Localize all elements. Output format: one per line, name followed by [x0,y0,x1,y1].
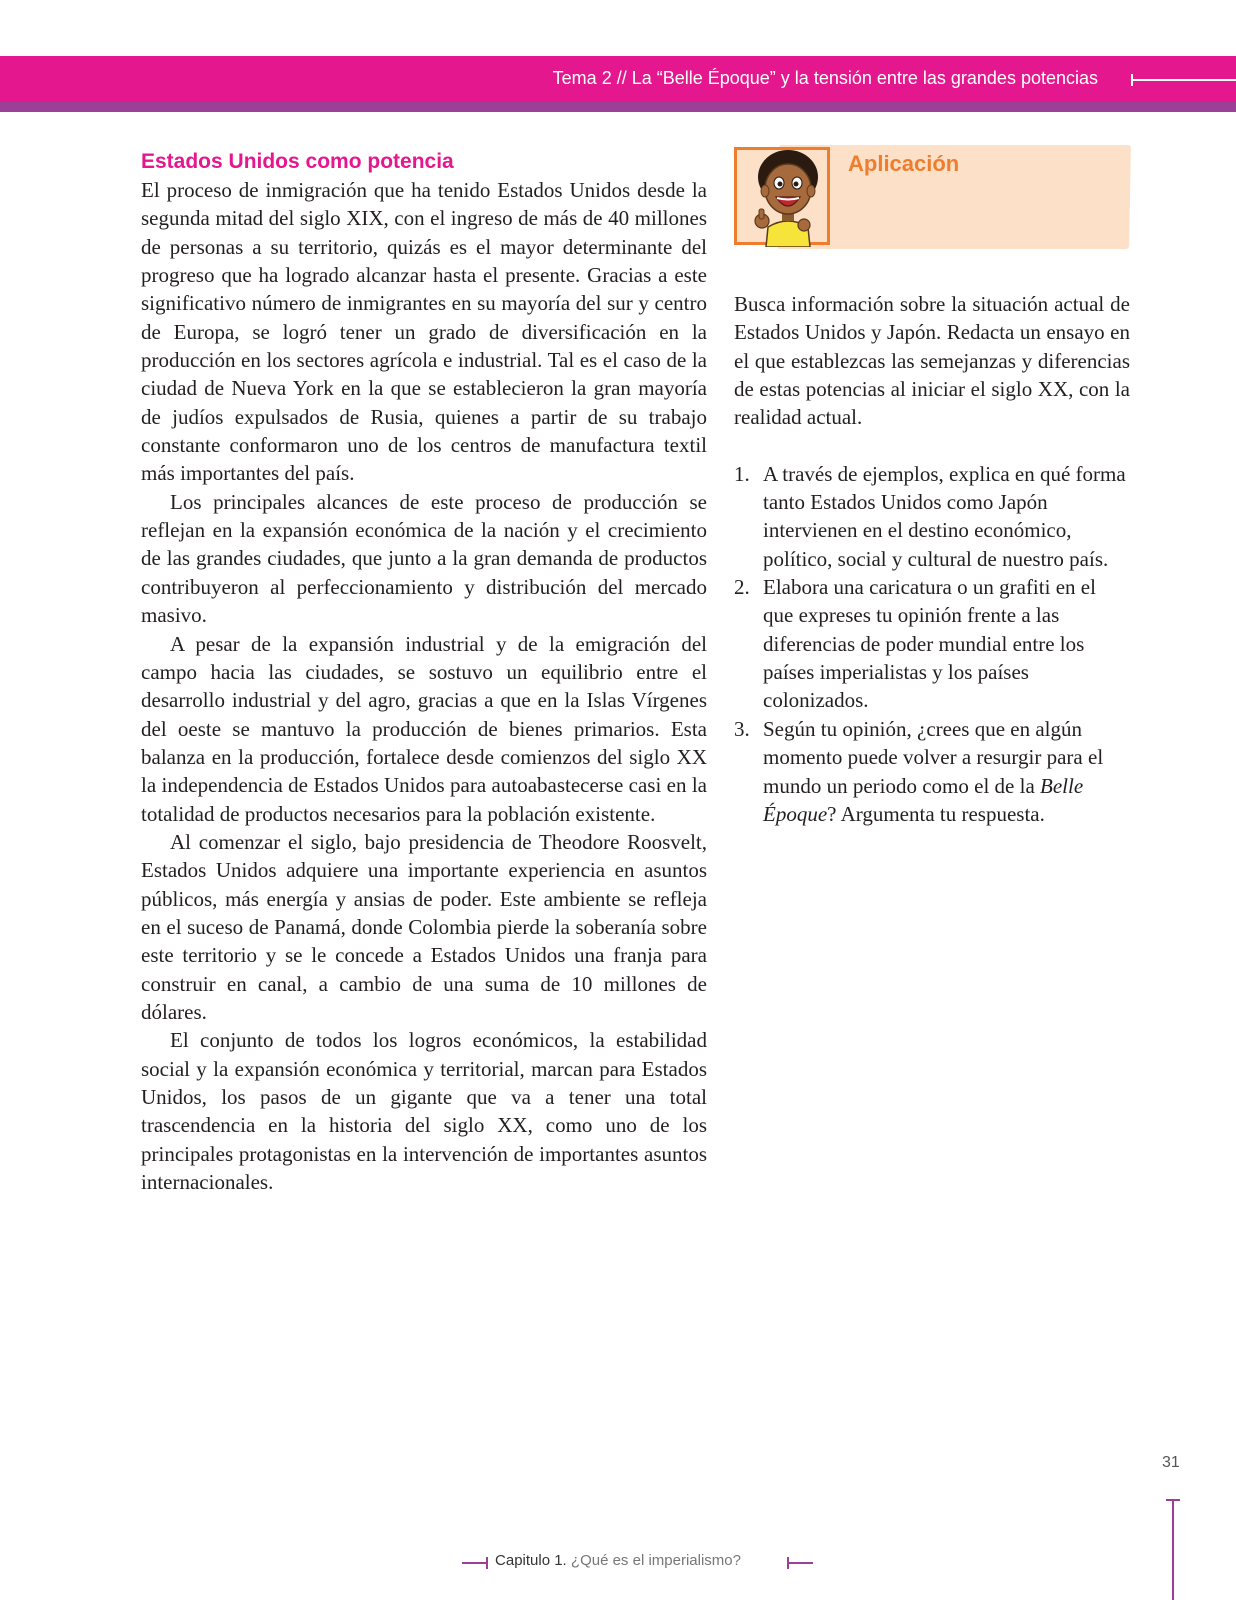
application-column [734,290,1130,828]
footer [0,1552,1236,1569]
section-title: Estados Unidos como potencia [141,150,454,173]
task-text-before: Según tu opinión, ¿crees que en algún momento puede volver a resurgir para el mundo un periodo como el de la [763,716,1104,798]
task-text-after: ? Argumenta tu respuesta. [827,801,1045,826]
footer-chapter-title: ¿Qué es el imperialismo? [570,1552,741,1569]
page-rule-tick [1166,1499,1180,1501]
footer-rule-right [787,1562,813,1564]
footer-chapter: Capitulo 1. [495,1552,567,1569]
page-number: 31 [1162,1454,1180,1471]
header-rule [1131,79,1236,81]
paragraph-5: El conjunto de todos los logros económicos, la estabilidad social y la expansión económica y territorial, marcan para Estados Unidos, los pasos de un gigante que va a tener una total trascendencia en la historia del siglo XX, como uno de los principales protagonistas en la intervención de importantes asuntos internacionales. [141,1028,707,1195]
header-rule-tick [1131,74,1133,86]
task-text: Elabora una caricatura o un grafiti en el que expreses tu opinión frente a las diferencias de poder mundial entre los países imperialistas y los países colonizados. [763,575,1096,713]
header-band-stripe [0,102,1236,112]
task-number: 2. [734,575,750,600]
task-list [734,460,1130,828]
kid-mascot-icon [748,145,828,247]
paragraph-2: Los principales alcances de este proceso de producción se reflejan en la expansión económica de la nación y el crecimiento de las grandes ciudades, que junto a la gran demanda de productos contribuyeron al perfeccionamiento y distribución del mercado masivo. [141,489,707,628]
running-header: Tema 2 // La “Belle Époque” y la tensión entre las grandes potencias [552,68,1098,88]
task-item [734,460,1130,573]
page-rule [1172,1499,1174,1600]
task-text: A través de ejemplos, explica en qué forma tanto Estados Unidos como Japón intervienen en el destino económico, político, social y cultural de nuestro país. [763,461,1126,571]
task-text-italic: Belle Époque [763,773,1084,826]
footer-rule-right-tick [787,1557,789,1569]
application-intro: Busca información sobre la situación actual de Estados Unidos y Japón. Redacta un ensayo en el que establezcas las semejanzas y diferencias de estas potencias al iniciar el siglo XX, con la realidad actual. [734,292,1130,430]
task-number: 3. [734,716,750,741]
article-column [141,148,707,1196]
paragraph-1: El proceso de inmigración que ha tenido Estados Unidos desde la segunda mitad del siglo XIX, con el ingreso de más de 40 millones de personas a su territorio, quizás es el mayor determinante del progreso que ha logrado alcanzar hasta el presente. Gracias a este significativo número de inmigrantes en su mayoría del sur y centro de Europa, se logró tener un grado de diversificación en la producción en los sectores agrícola e industrial. Tal es el caso de la ciudad de Nueva York en la que se establecieron la gran mayoría de judíos expulsados de Rusia, quienes a partir de su trabajo constante conformaron uno de los centros de manufactura textil más importantes del país. [141,178,707,486]
task-item [734,573,1130,715]
application-box [734,145,1130,249]
paragraph-3: A pesar de la expansión industrial y de la emigración del campo hacia las ciudades, se sostuvo un equilibrio entre el desarrollo industrial y del agro, gracias a que en la Islas Vírgenes del oeste se mantuvo la producción de bienes primarios. Esta balanza en la producción, fortalece desde comienzos del siglo XX la independencia de Estados Unidos para autoabastecerse casi en la totalidad de productos necesarios para la población existente. [141,631,707,826]
paragraph-4: Al comenzar el siglo, bajo presidencia de Theodore Roosvelt, Estados Unidos adquiere una importante experiencia en asuntos públicos, más energía y ansias de poder. Este ambiente se refleja en el suceso de Panamá, donde Colombia pierde la soberanía sobre este territorio y se le concede a Estados Unidos una franja para construir en canal, a cambio de una suma de 10 millones de dólares. [141,829,707,1024]
task-number: 1. [734,461,750,486]
application-title: Aplicación [848,151,960,176]
task-item [734,715,1130,828]
